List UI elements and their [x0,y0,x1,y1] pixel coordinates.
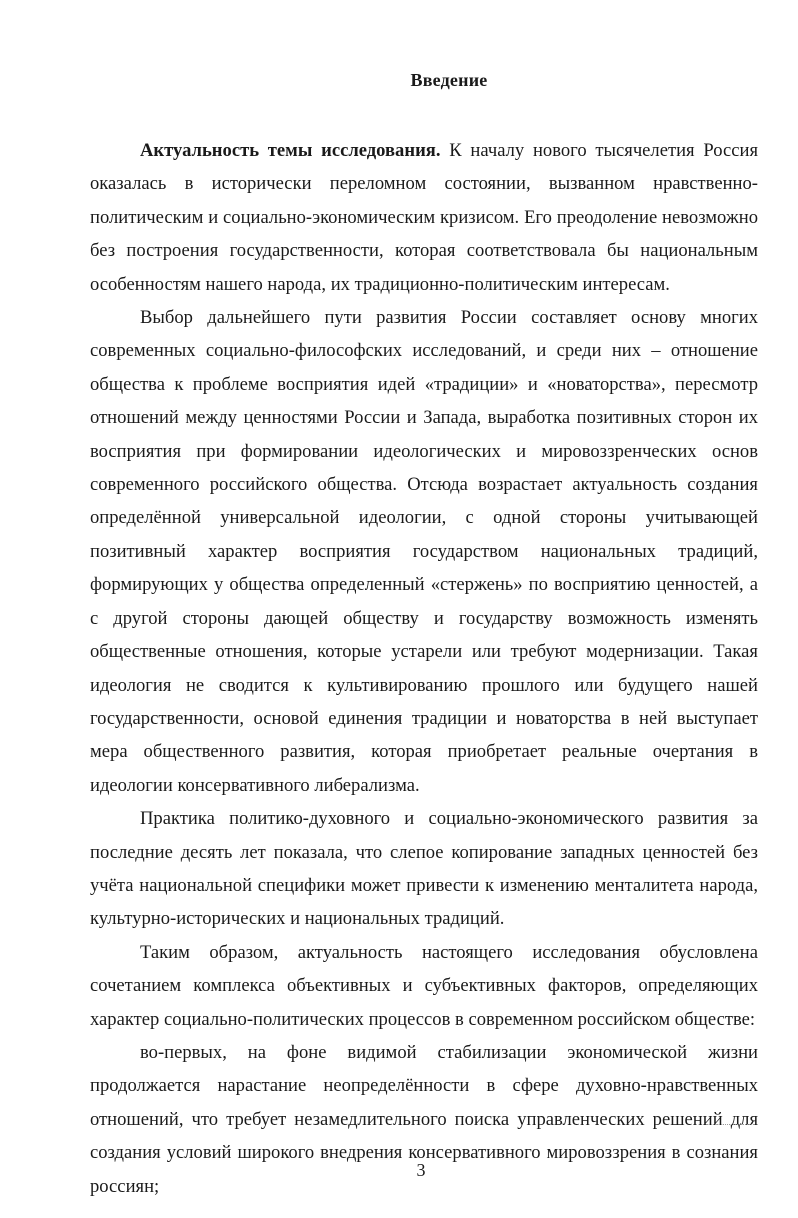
section-heading: Введение [410,70,488,90]
paragraph-practice: Практика политико-духовного и социально-экономического развития за последние десять лет показала, что слепое копирование западных ценностей без учёта национальной специфики может привести к изменению менталитета народа, культурно-исторических и национальных традиций. [90,808,758,930]
paragraph-factors: Таким образом, актуальность настоящего исследования обусловлена сочетанием комплекса объективных и субъективных факторов, определяющих характер социально-политических процессов в современном российском обществе: [90,941,758,1030]
paragraph-first-factor: во-первых, на фоне видимой стабилизации экономической жизни продолжается нарастание неопределённости в сфере духовно-нравственных отношений, что требует незамедлительного поиска управленческих решений для создания условий широкого внедрения консервативного мировоззрения в сознания россиян; [90,1041,758,1197]
scan-artifact [706,1124,754,1129]
body-text [90,134,758,1203]
paragraph-relevance [90,134,758,301]
paragraph-lead: Актуальность темы исследования. [140,140,441,161]
paragraph-path-choice: Выбор дальнейшего пути развития России составляет основу многих современных социально-философских исследований, и среди них – отношение общества к проблеме восприятия идей «традиции» и «новаторства», пересмотр отношений между ценностями России и Запада, выработка позитивных сторон их восприятия при формировании идеологических и мировоззренческих основ современного российского общества. Отсюда возрастает актуальность создания определённой универсальной идеологии, с одной стороны учитывающей позитивный характер восприятия государством национальных традиций, формирующих у общества определенный «стержень» по восприятию ценностей, а с другой стороны дающей обществу и государству возможность изменять общественные отношения, которые устарели или требуют модернизации. Такая идеология не сводится к культивированию прошлого или будущего нашей государственности, основой единения традиции и новаторства в ней выступает мера общественного развития, которая приобретает реальные очертания в идеологии консервативного либерализма. [90,307,758,796]
page-number: 3 [416,1160,426,1180]
paragraph-text: К началу нового тысячелетия Россия оказалась в исторически переломном состоянии, вызванном нравственно-политическим и социально-экономическим кризисом. Его преодоление невозможно без построения государственности, которая соответствовала бы национальным особенностям нашего народа, их традиционно-политическим интересам. [90,140,758,295]
